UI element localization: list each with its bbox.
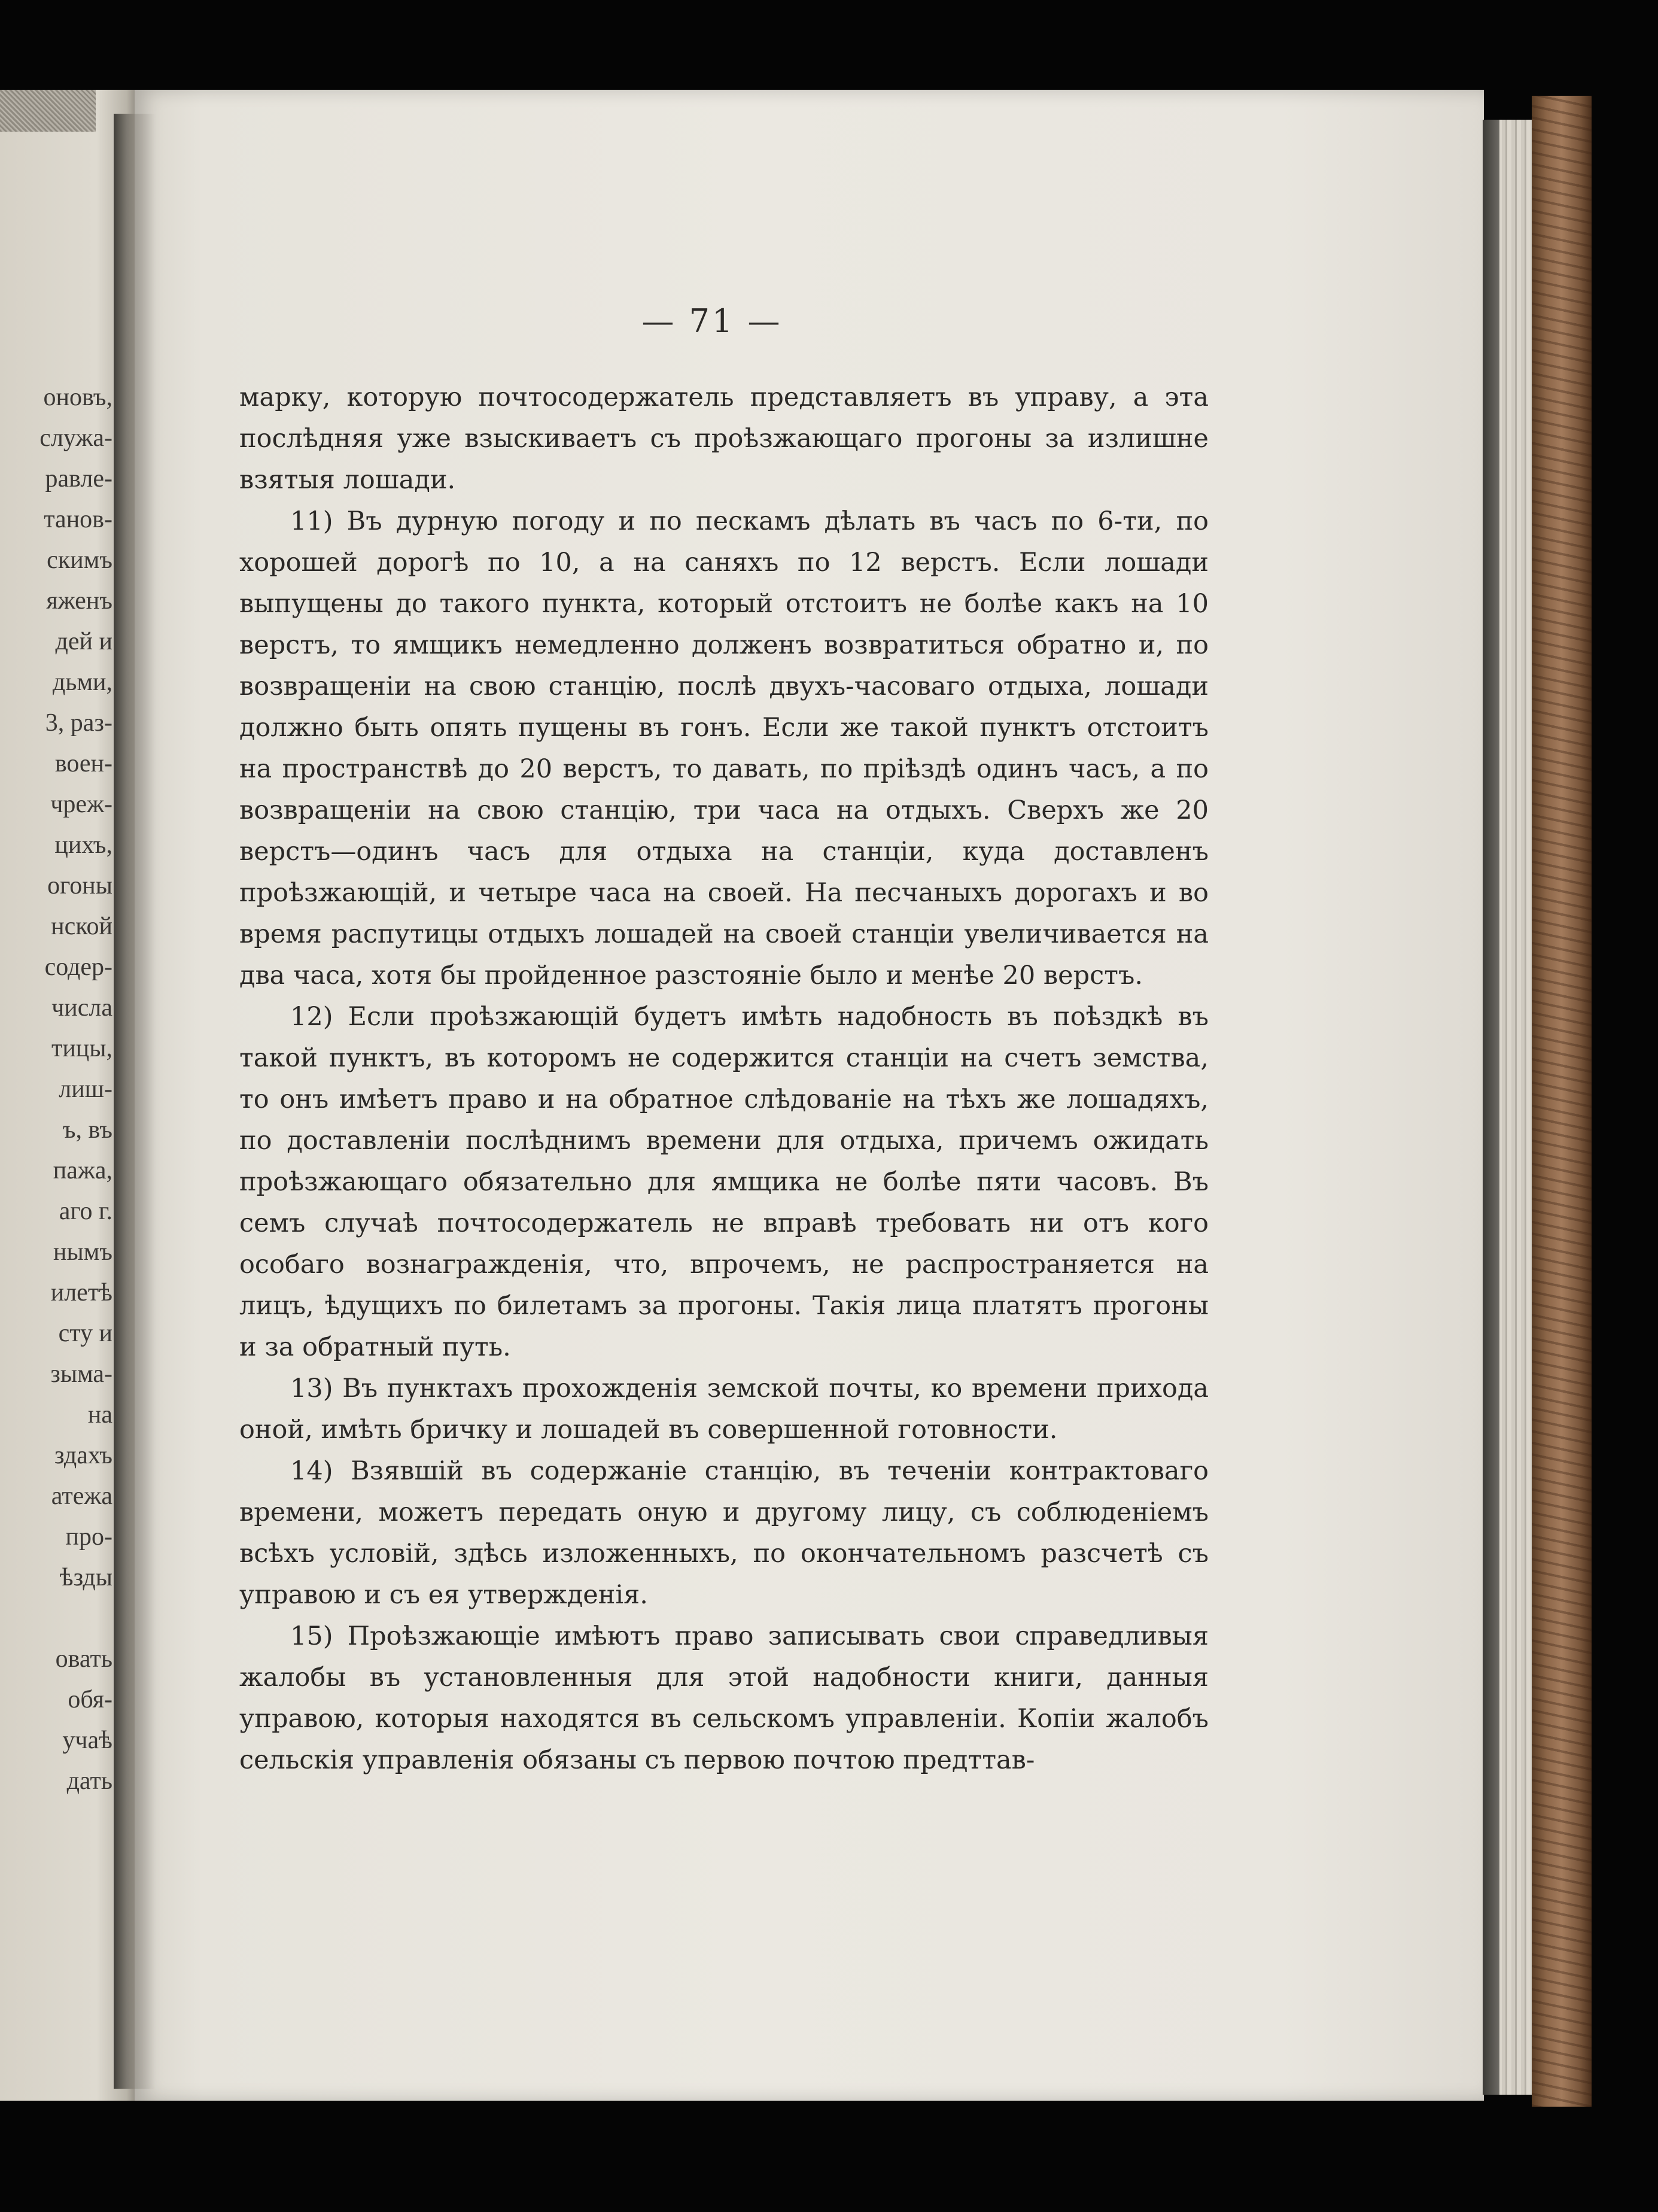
body-text [239, 377, 1209, 1781]
binding-cloth [0, 90, 96, 132]
paragraph: марку, которую почтосодержатель представляетъ въ управу, а эта послѣдняя уже взыскиваетъ съ проѣзжающаго прогоны за излишне взятыя лошади. [239, 382, 1209, 495]
left-page-line: сту и [58, 1320, 112, 1347]
left-page-line: аго г. [59, 1198, 112, 1225]
left-page-line: 3, раз- [45, 709, 112, 737]
left-page-line: илетѣ [50, 1279, 112, 1306]
left-page-line: ъ, въ [62, 1116, 112, 1144]
left-page-line: зыма- [50, 1360, 112, 1388]
left-page-line: чреж- [50, 791, 112, 818]
left-page-line: воен- [54, 750, 112, 777]
left-page-line: обя- [68, 1686, 112, 1713]
left-page-line: скимъ [47, 546, 112, 574]
page-edge-shadow [1483, 120, 1499, 2095]
left-page-line: про- [65, 1523, 112, 1551]
left-page-line: дей и [55, 628, 112, 655]
paragraph: 11) Въ дурную погоду и по пескамъ дѣлать въ часъ по 6-ти, по хорошей дорогѣ по 10, а на саняхъ по 12 верстъ. Если лошади выпущены до такого пункта, который отстоитъ не болѣе какъ на 10 верстъ, то ямщикъ немедленно долженъ возвратиться обратно и, по возвращеніи на свою станцію, послѣ двухъ-часоваго отдыха, лошади должно быть опять пущены въ гонъ. Если же такой пунктъ отстоитъ на пространствѣ до 20 верстъ, то давать, по пріѣздѣ одинъ часъ, а по возвращеніи на свою станцію, три часа на отдыхъ. Сверхъ же 20 верстъ—одинъ часъ для отдыха на станціи, куда доставленъ проѣзжающій, и четыре часа на своей. На песчаныхъ дорогахъ и во время распутицы отдыхъ лошадей на своей станціи увеличивается на два часа, хотя бы пройденное разстояніе было и менѣе 20 верстъ. [239, 506, 1209, 990]
left-page-line: учаѣ [62, 1727, 112, 1754]
left-page-line: овать [55, 1645, 112, 1673]
cover-texture [1532, 96, 1592, 2107]
left-page-line: числа [51, 994, 112, 1022]
left-page-line: дьми, [52, 669, 112, 696]
left-page-line: тицы, [51, 1035, 112, 1062]
paragraph: 14) Взявшій въ содержаніе станцію, въ теченіи контрактоваго времени, можетъ передать оную и другому лицу, съ соблюденіемъ всѣхъ условій, здѣсь изложенныхъ, по окончательномъ разсчетѣ съ управою и съ ея утвержденія. [239, 1456, 1209, 1610]
paragraph: 13) Въ пунктахъ прохожденія земской почты, ко времени прихода оной, имѣть бричку и лошадей въ совершенной готовности. [239, 1374, 1209, 1445]
left-page-line: служа- [39, 424, 112, 452]
left-page-line: цихъ, [54, 831, 112, 859]
left-page-line: лиш- [59, 1075, 112, 1103]
left-page-line: равле- [45, 465, 112, 493]
left-page-line: ѣзды [59, 1564, 112, 1591]
left-page-line: дать [66, 1767, 112, 1795]
left-page-line: яженъ [46, 587, 112, 615]
left-page-line: здахъ [54, 1442, 112, 1469]
left-page-line: огоны [47, 872, 112, 900]
left-page-line: на [87, 1401, 112, 1429]
left-page-line: танов- [44, 506, 112, 533]
left-page-line: пажа, [53, 1157, 112, 1184]
left-page-line: нымъ [53, 1238, 112, 1266]
left-page-line: содер- [44, 953, 112, 981]
page-number: — 71 — [641, 302, 783, 340]
left-page-line: оновъ, [43, 384, 112, 411]
page-gutter-shadow [114, 114, 156, 2089]
left-page-line: атежа [51, 1482, 112, 1510]
paragraph: 12) Если проѣзжающій будетъ имѣть надобность въ поѣздкѣ въ такой пунктъ, въ которомъ не содержится станціи на счетъ земства, то онъ имѣетъ право и на обратное слѣдованіе на тѣхъ же лошадяхъ, по доставленіи послѣднимъ времени для отдыха, причемъ ожидать проѣзжающаго обязательно для ямщика не болѣе пяти часовъ. Въ семъ случаѣ почтосодержатель не вправѣ требовать ни отъ кого особаго вознагражденія, что, впрочемъ, не распространяется на лицъ, ѣдущихъ по билетамъ за прогоны. Такія лица платятъ прогоны и за обратный путь. [239, 1002, 1209, 1362]
left-page-line: нской [51, 913, 112, 940]
paragraph: 15) Проѣзжающіе имѣютъ право записывать свои справедливыя жалобы въ установленныя для этой надобности книги, данныя управою, которыя находятся въ сельскомъ управленіи. Копіи жалобъ сельскія управленія обязаны съ первою почтою предттав- [239, 1621, 1209, 1775]
